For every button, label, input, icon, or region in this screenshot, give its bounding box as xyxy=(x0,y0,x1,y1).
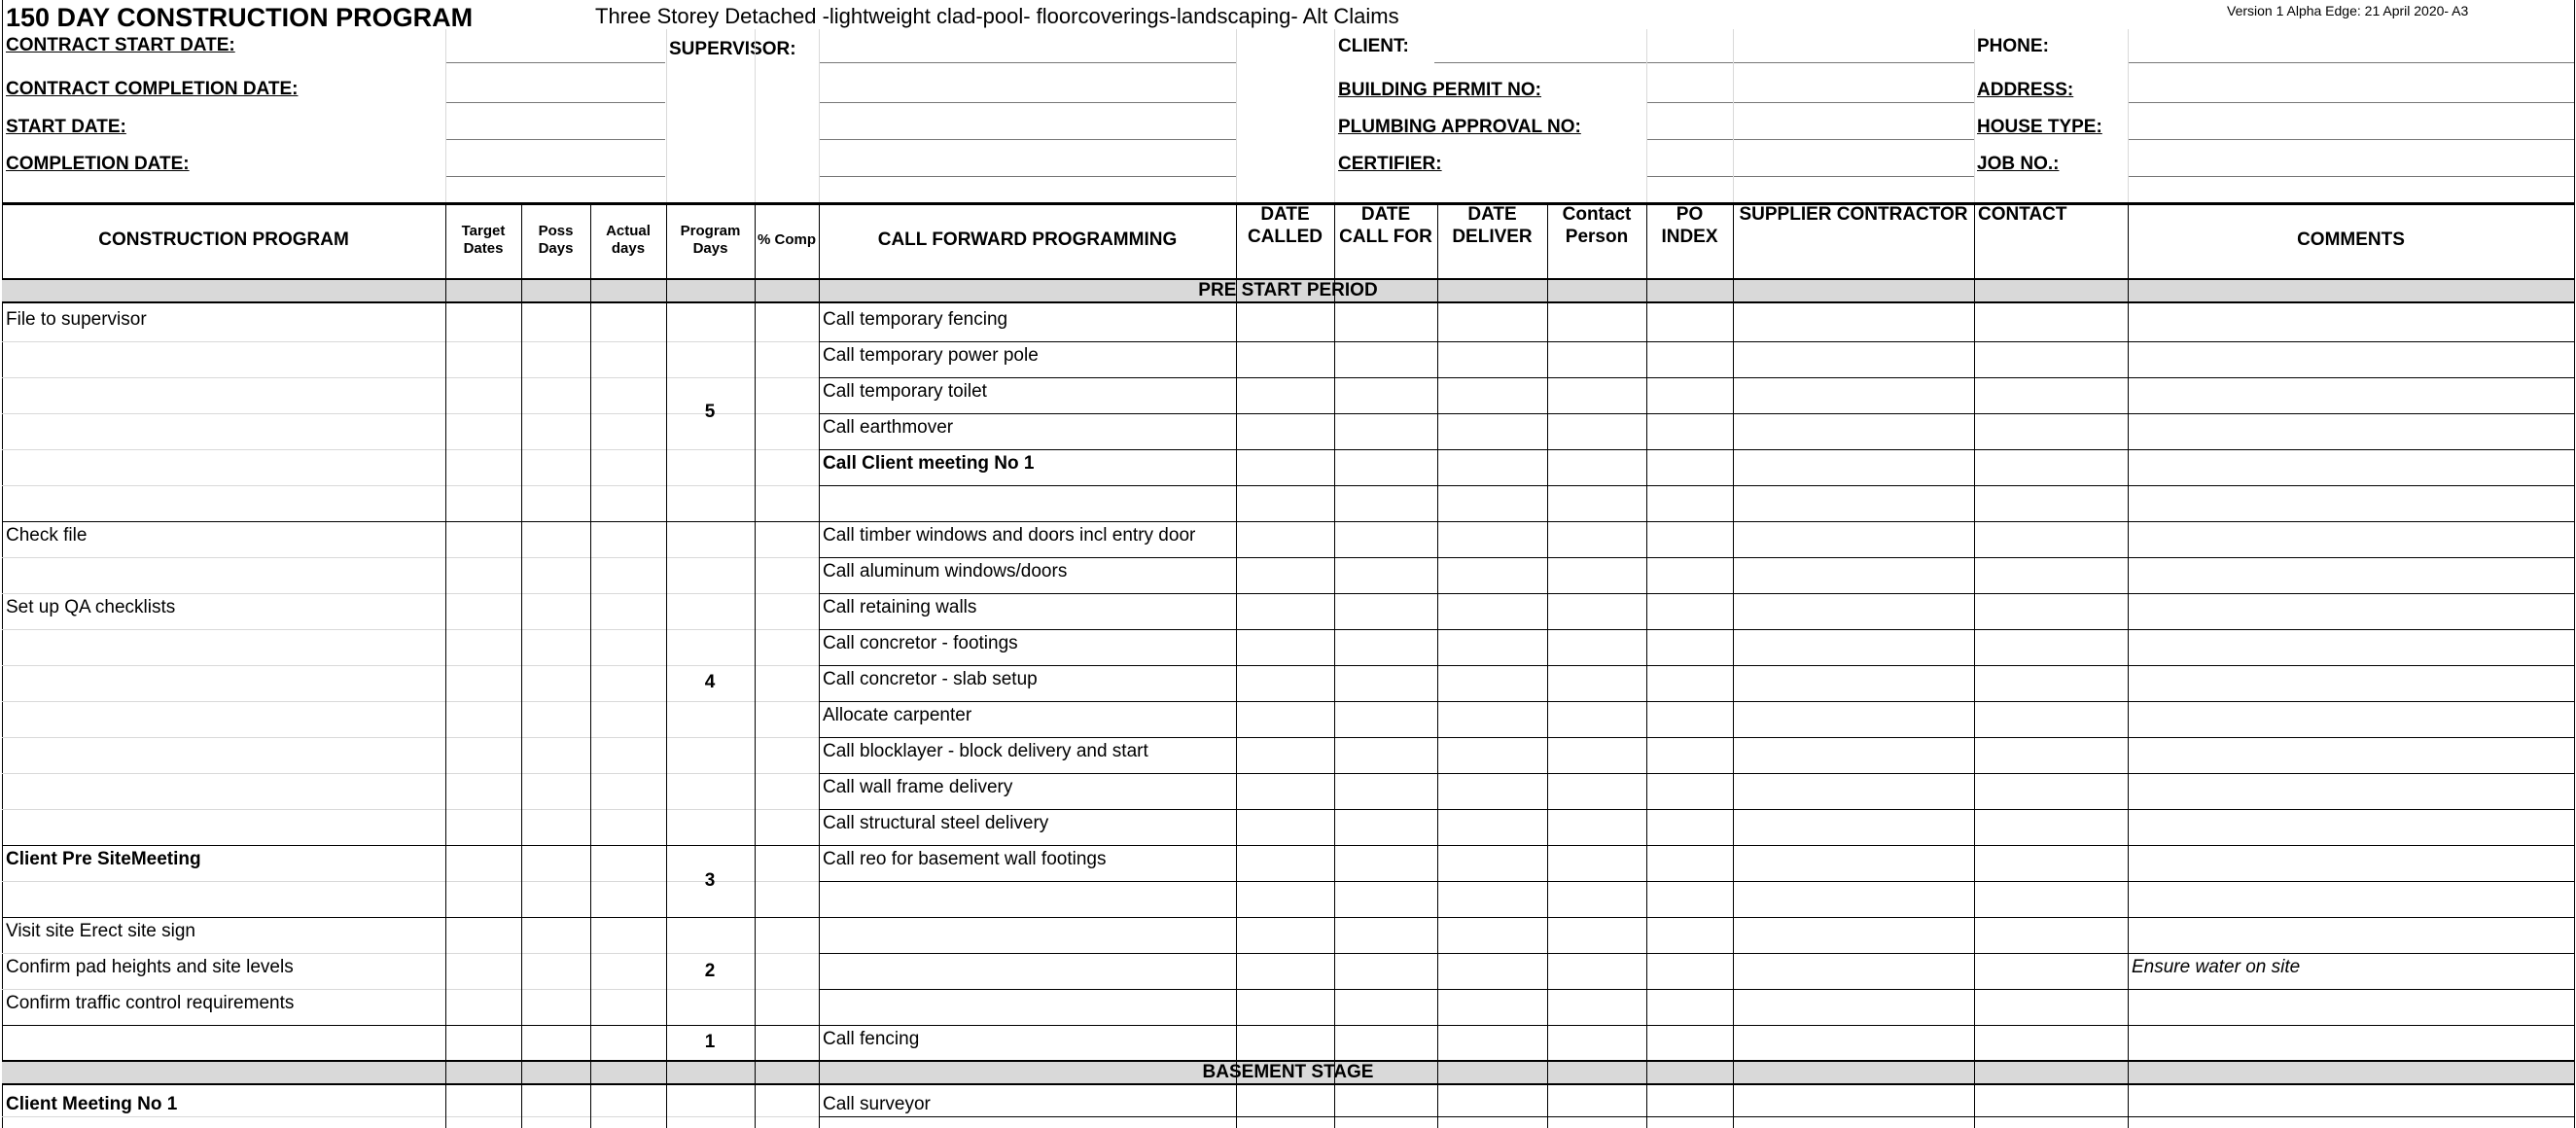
version-note: Version 1 Alpha Edge: 21 April 2020- A3 xyxy=(2227,3,2469,18)
program-days-value: 3 xyxy=(704,870,716,891)
call-item: Call earthmover xyxy=(823,417,954,438)
call-item: Call temporary toilet xyxy=(823,381,987,402)
program-item: Visit site Erect site sign xyxy=(6,921,196,941)
program-days-value: 2 xyxy=(704,961,716,981)
call-item: Call fencing xyxy=(823,1029,920,1049)
page-subtitle: Three Storey Detached -lightweight clad-pool- floorcoverings-landscaping- Alt Claims xyxy=(595,4,1399,28)
comment-text: Ensure water on site xyxy=(2132,957,2301,977)
call-item: Call surveyor xyxy=(823,1094,931,1114)
col-target-dates: Target Dates xyxy=(461,223,506,257)
col-construction-program: CONSTRUCTION PROGRAM xyxy=(98,229,349,250)
program-item: Check file xyxy=(6,525,88,546)
program-item: Confirm traffic control requirements xyxy=(6,993,295,1013)
page-title: 150 DAY CONSTRUCTION PROGRAM xyxy=(6,3,474,32)
col-supplier-contractor: SUPPLIER CONTRACTOR xyxy=(1739,204,1968,225)
call-item: Call structural steel delivery xyxy=(823,813,1049,833)
certifier-label: CERTIFIER: xyxy=(1338,154,1442,174)
col-date-deliver: DATE DELIVER xyxy=(1452,204,1533,247)
program-days-value: 4 xyxy=(704,672,716,692)
program-item: Client Meeting No 1 xyxy=(6,1094,178,1114)
plumbing-approval-label: PLUMBING APPROVAL NO: xyxy=(1338,117,1581,137)
call-item: Call temporary fencing xyxy=(823,309,1008,330)
col-date-called: DATE CALLED xyxy=(1247,204,1323,247)
call-item: Call timber windows and doors incl entry door xyxy=(823,525,1196,546)
col-call-forward: CALL FORWARD PROGRAMMING xyxy=(877,229,1178,250)
address-label: ADDRESS: xyxy=(1977,80,2074,100)
section-basement: BASEMENT STAGE xyxy=(2,1060,2574,1085)
col-comments: COMMENTS xyxy=(2297,229,2405,250)
col-program-days: Program Days xyxy=(680,223,741,257)
col-contact-person: Contact Person xyxy=(1562,204,1632,247)
call-item: Call aluminum windows/doors xyxy=(823,561,1068,582)
program-item: Confirm pad heights and site levels xyxy=(6,957,294,977)
phone-label: PHONE: xyxy=(1977,36,2049,56)
col-date-call-for: DATE CALL FOR xyxy=(1339,204,1432,247)
call-item: Allocate carpenter xyxy=(823,705,972,725)
col-poss-days: Poss Days xyxy=(538,223,574,257)
col-po-index: PO INDEX xyxy=(1661,204,1718,247)
call-item: Call wall frame delivery xyxy=(823,777,1013,797)
col-actual-days: Actual days xyxy=(606,223,651,257)
call-item: Call temporary power pole xyxy=(823,345,1039,366)
completion-date-label: COMPLETION DATE: xyxy=(6,154,190,174)
supervisor-label: SUPERVISOR: xyxy=(669,39,796,59)
contract-start-label: CONTRACT START DATE: xyxy=(6,35,235,55)
program-days-value: 1 xyxy=(704,1032,716,1052)
call-item: Call concretor - slab setup xyxy=(823,669,1038,689)
client-label: CLIENT: xyxy=(1338,36,1409,56)
house-type-label: HOUSE TYPE: xyxy=(1977,117,2102,137)
building-permit-label: BUILDING PERMIT NO: xyxy=(1338,80,1541,100)
contract-completion-label: CONTRACT COMPLETION DATE: xyxy=(6,79,299,99)
program-item: File to supervisor xyxy=(6,309,147,330)
col-contact: CONTACT xyxy=(1978,204,2067,225)
job-no-label: JOB NO.: xyxy=(1977,154,2060,174)
call-item: Call concretor - footings xyxy=(823,633,1018,653)
program-item: Client Pre SiteMeeting xyxy=(6,849,201,869)
program-item: Set up QA checklists xyxy=(6,597,176,617)
call-item: Call Client meeting No 1 xyxy=(823,453,1035,474)
call-item: Call reo for basement wall footings xyxy=(823,849,1107,869)
call-item: Call blocklayer - block delivery and start xyxy=(823,741,1148,761)
start-date-label: START DATE: xyxy=(6,117,126,137)
call-item: Call retaining walls xyxy=(823,597,977,617)
col-pct-comp: % Comp xyxy=(758,231,816,248)
program-days-value: 5 xyxy=(704,402,716,422)
section-pre-start: PRE START PERIOD xyxy=(2,278,2574,303)
